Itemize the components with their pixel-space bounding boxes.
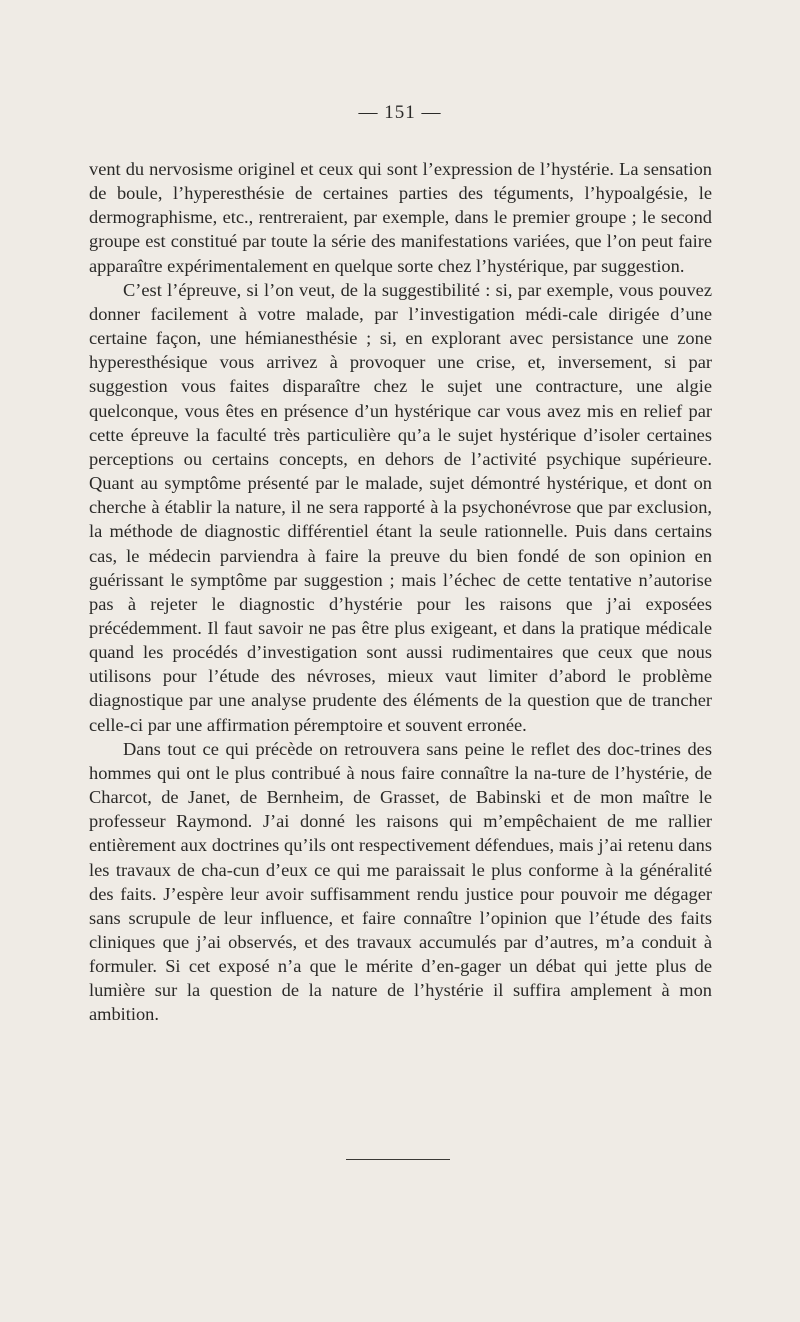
- body-text: [89, 157, 712, 1027]
- page-number: — 151 —: [358, 102, 442, 123]
- paragraph-1: vent du nervosisme originel et ceux qui sont l’expression de l’hystérie. La sensation de boule, l’hyperesthésie de certaines parties des téguments, l’hypoalgésie, le dermographisme, etc., rentreraient, par exemple, dans le premier groupe ; le second groupe est constitué par toute la série des manifestations variées, que l’on peut faire apparaître expérimentalement en quelque sorte chez l’hystérique, par suggestion.: [89, 159, 712, 276]
- paragraph-2: C’est l’épreuve, si l’on veut, de la suggestibilité : si, par exemple, vous pouvez donner facilement à votre malade, par l’investigation médi-cale dirigée d’une certaine façon, une hémianesthésie ; si, en explorant avec persistance une zone hyperesthésique vous arrivez à provoquer une crise, et, inversement, si par suggestion vous faites disparaître chez le sujet une contracture, une algie quelconque, vous êtes en présence d’un hystérique car vous avez mis en relief par cette épreuve la faculté très particulière qu’a le sujet hystérique d’isoler certaines perceptions ou certains concepts, en dehors de l’activité psychique supérieure. Quant au symptôme présenté par le malade, sujet démontré hystérique, et dont on cherche à établir la nature, il ne sera rapporté à la psychonévrose que par exclusion, la méthode de diagnostic différentiel étant la seule rationnelle. Puis dans certains cas, le médecin parviendra à faire la preuve du bien fondé de son opinion en guérissant le symptôme par suggestion ; mais l’échec de cette tentative n’autorise pas à rejeter le diagnostic d’hystérie pour les raisons que j’ai exposées précédemment. Il faut savoir ne pas être plus exigeant, et dans la pratique médicale quand les procédés d’investigation sont aussi rudimentaires que ceux que nous utilisons pour l’étude des névroses, mieux vaut limiter d’abord le problème diagnostique par une analyse prudente des éléments de la question que de trancher celle-ci par une affirmation péremptoire et souvent erronée.: [89, 279, 712, 735]
- paragraph-3: Dans tout ce qui précède on retrouvera sans peine le reflet des doc-trines des hommes qui ont le plus contribué à nous faire connaître la na-ture de l’hystérie, de Charcot, de Janet, de Bernheim, de Grasset, de Babinski et de mon maître le professeur Raymond. J’ai donné les raisons qui m’empêchaient de me rallier entièrement aux doctrines qu’ils ont respectivement défendues, mais j’ai retenu dans les travaux de cha-cun d’eux ce qui me paraissait le plus conforme à la généralité des faits. J’espère leur avoir suffisamment rendu justice pour pouvoir me dégager sans scrupule de leur influence, et faire connaître l’opinion que l’étude des faits cliniques que j’ai observés, et des travaux accumulés par d’autres, m’a conduit à formuler. Si cet exposé n’a que le mérite d’en-gager un débat qui jette plus de lumière sur la question de la nature de l’hystérie il suffira amplement à mon ambition.: [89, 738, 712, 1025]
- closing-rule-divider: [346, 1159, 450, 1160]
